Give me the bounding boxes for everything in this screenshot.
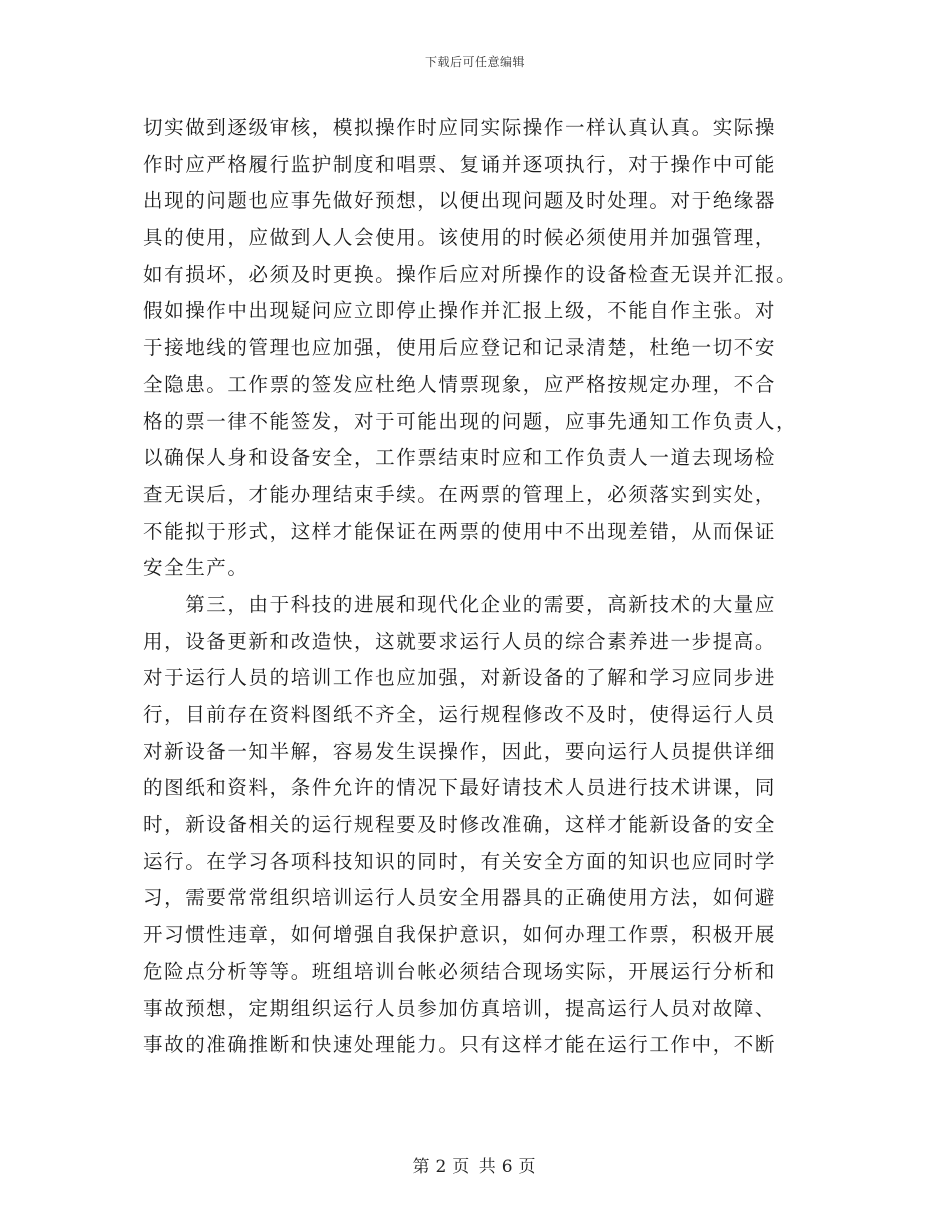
text-line: 查无误后，才能办理结束手续。在两票的管理上，必须落实到实处， [143, 482, 777, 506]
total-pages-number: 6 [501, 1157, 515, 1177]
text-line: 运行。在学习各项科技知识的同时，有关安全方面的知识也应同时学 [143, 849, 777, 873]
footer-suffix: 页 [518, 1157, 538, 1177]
text-line: 行，目前存在资料图纸不齐全，运行规程修改不及时，使得运行人员 [143, 703, 777, 726]
footer-middle: 页 共 [452, 1157, 498, 1177]
text-line: 以确保人身和设备安全，工作票结束时应和工作负责人一道去现场检 [143, 446, 777, 470]
text-line: 安全生产。 [143, 556, 249, 580]
text-line: 事故预想，定期组织运行人员参加仿真培训，提高运行人员对故障、 [143, 996, 777, 1020]
text-line: 习，需要常常组织培训运行人员安全用器具的正确使用方法，如何避 [143, 886, 777, 910]
text-line: 作时应严格履行监护制度和唱票、复诵并逐项执行，对于操作中可能 [143, 152, 777, 176]
text-line: 对新设备一知半解，容易发生误操作，因此，要向运行人员提供详细 [143, 739, 777, 763]
text-line: 出现的问题也应事先做好预想，以便出现问题及时处理。对于绝缘器 [143, 189, 777, 213]
text-line: 全隐患。工作票的签发应杜绝人情票现象，应严格按规定办理，不合 [143, 372, 777, 396]
text-line: 于接地线的管理也应加强，使用后应登记和记录清楚，杜绝一切不安 [143, 336, 777, 360]
text-line: 时，新设备相关的运行规程要及时修改准确，这样才能新设备的安全 [143, 813, 777, 837]
text-line: 对于运行人员的培训工作也应加强，对新设备的了解和学习应同步进 [143, 666, 777, 690]
text-line: 不能拟于形式，这样才能保证在两票的使用中不出现差错，从而保证 [143, 519, 777, 543]
text-line: 如有损坏，必须及时更换。操作后应对所操作的设备检查无误并汇报。 [143, 262, 798, 286]
page-header: 下载后可任意编辑 [424, 55, 525, 69]
text-line: 危险点分析等等。班组培训台帐必须结合现场实际，开展运行分析和 [143, 959, 777, 983]
text-line: 事故的准确推断和快速处理能力。只有这样才能在运行工作中，不断 [143, 1033, 777, 1057]
text-line: 切实做到逐级审核，模拟操作时应同实际操作一样认真认真。实际操 [143, 116, 777, 139]
page-footer [0, 1152, 950, 1177]
text-line: 格的票一律不能签发，对于可能出现的问题，应事先通知工作负责人， [143, 409, 798, 433]
paragraph-start-line: 第三，由于科技的进展和现代化企业的需要，高新技术的大量应 [143, 592, 777, 616]
footer-prefix: 第 [412, 1157, 432, 1177]
text-line: 的图纸和资料，条件允许的情况下最好请技术人员进行技术讲课，同 [143, 776, 777, 800]
text-line: 用，设备更新和改造快，这就要求运行人员的综合素养进一步提高。 [143, 629, 777, 653]
text-line: 开习惯性违章，如何增强自我保护意识，如何办理工作票，积极开展 [143, 923, 777, 947]
current-page-number: 2 [435, 1157, 449, 1177]
document-body [143, 110, 813, 1064]
text-line: 假如操作中出现疑问应立即停止操作并汇报上级，不能自作主张。对 [143, 299, 777, 323]
text-line: 具的使用，应做到人人会使用。该使用的时候必须使用并加强管理， [143, 226, 777, 250]
